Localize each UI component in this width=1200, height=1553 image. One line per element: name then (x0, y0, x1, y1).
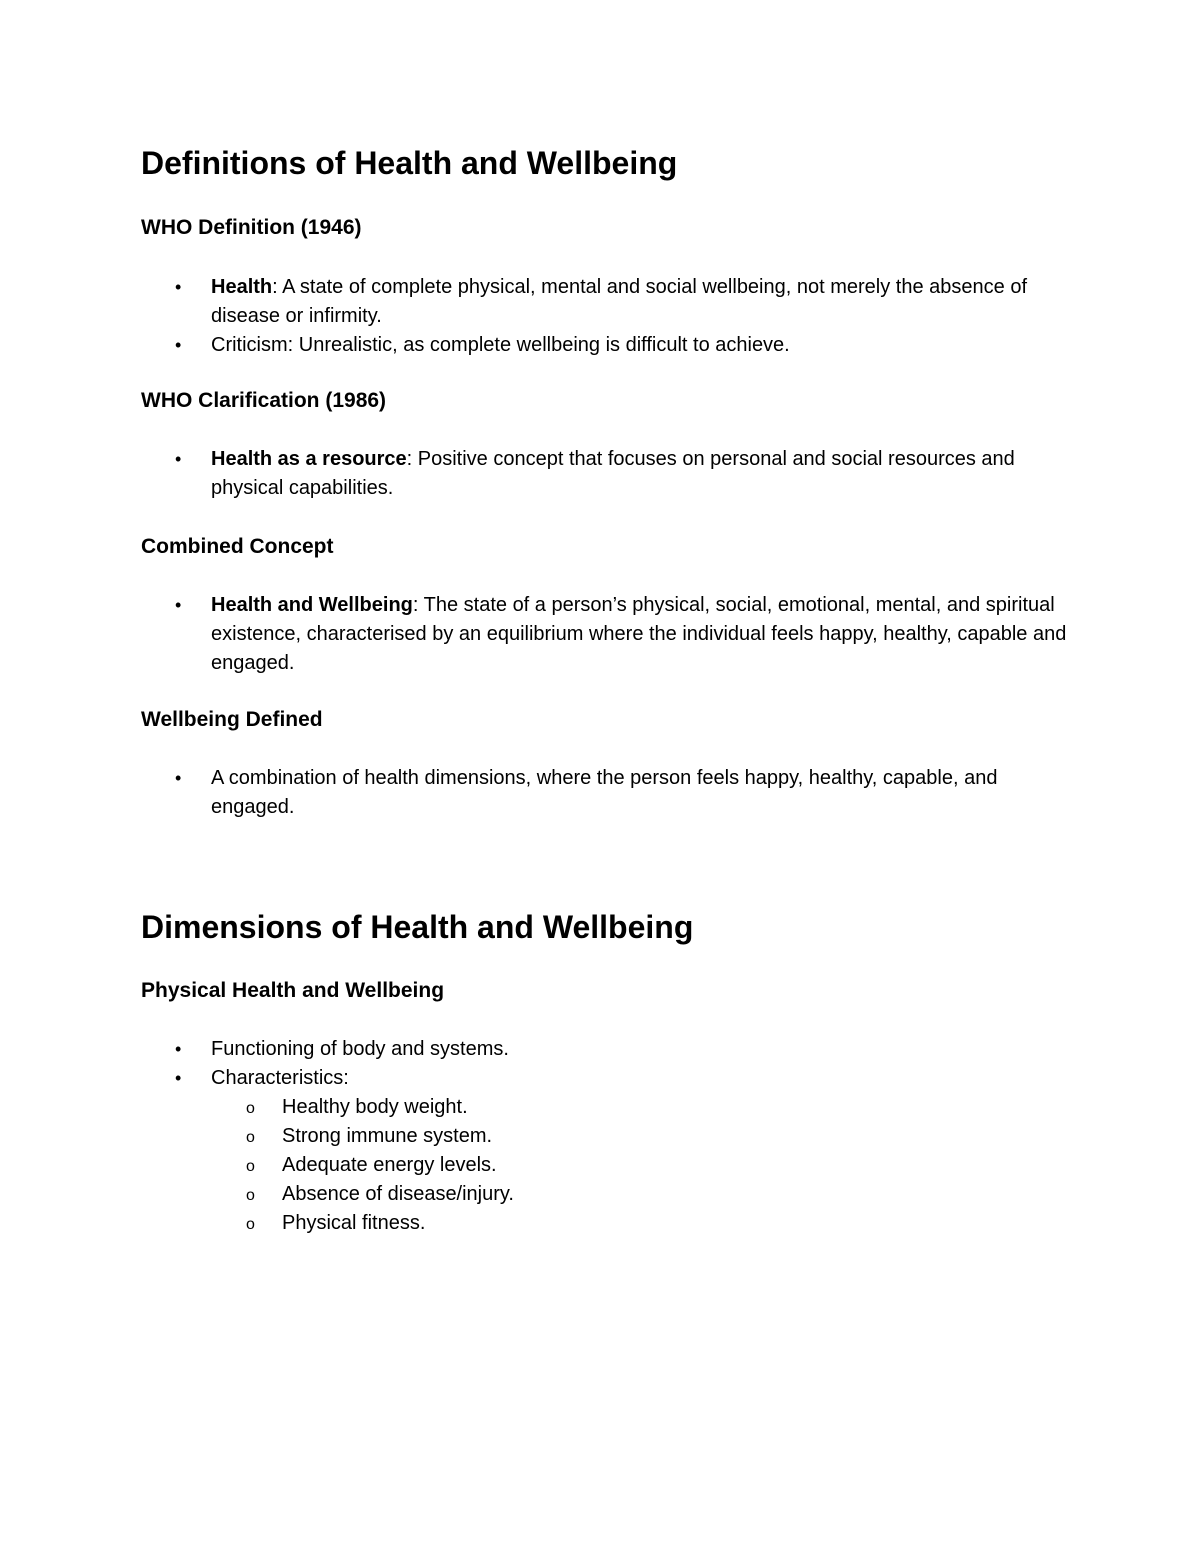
item-text: Functioning of body and systems. (211, 1038, 509, 1060)
sub-item-text: Adequate energy levels. (282, 1154, 497, 1176)
sub-list-item (141, 1180, 1081, 1209)
sub-item-text: Healthy body weight. (282, 1096, 468, 1118)
bullet-icon: • (175, 277, 182, 297)
sub-item-text: Absence of disease/injury. (282, 1183, 514, 1205)
bullet-icon: • (175, 768, 182, 788)
sub-list-item (141, 1209, 1081, 1238)
subheading-combined-concept: Combined Concept (141, 535, 334, 558)
subheading-who-clarification: WHO Clarification (1986) (141, 389, 387, 412)
subheading-who-definition: WHO Definition (1946) (141, 216, 362, 239)
item-text: : The state of a person’s physical, social, emotional, mental, and spiritual existence, characterised by an equilibrium where the individual feels happy, healthy, capable and engaged. (211, 594, 1067, 674)
bullet-icon: • (175, 595, 182, 615)
wellbeing-defined-list (141, 764, 1081, 822)
who-definition-list (141, 273, 1081, 360)
list-item (141, 331, 1081, 360)
list-item (141, 591, 1081, 678)
item-text: Criticism: Unrealistic, as complete wellbeing is difficult to achieve. (211, 334, 790, 356)
item-text: A combination of health dimensions, where the person feels happy, healthy, capable, and engaged. (211, 767, 998, 818)
item-text: : A state of complete physical, mental and social wellbeing, not merely the absence of disease or infirmity. (211, 276, 1027, 327)
sub-list-item (141, 1122, 1081, 1151)
term-label: Health and Wellbeing (211, 594, 413, 616)
circle-bullet-icon: o (246, 1158, 255, 1175)
bullet-icon: • (175, 1068, 182, 1088)
sub-list-item (141, 1093, 1081, 1122)
combined-concept-list (141, 591, 1081, 678)
term-label: Health as a resource (211, 448, 407, 470)
item-text: Characteristics: (211, 1067, 349, 1089)
item-text: : Positive concept that focuses on personal and social resources and physical capabilities. (211, 448, 1015, 499)
circle-bullet-icon: o (246, 1129, 255, 1146)
characteristics-list (141, 1093, 1081, 1238)
bullet-icon: • (175, 449, 182, 469)
subheading-physical-health: Physical Health and Wellbeing (141, 979, 445, 1002)
sub-list-item (141, 1151, 1081, 1180)
section-title-dimensions: Dimensions of Health and Wellbeing (141, 909, 694, 945)
section-title-definitions: Definitions of Health and Wellbeing (141, 145, 678, 181)
sub-item-text: Strong immune system. (282, 1125, 493, 1147)
list-item (141, 273, 1081, 331)
circle-bullet-icon: o (246, 1187, 255, 1204)
list-item (141, 445, 1081, 503)
sub-item-text: Physical fitness. (282, 1212, 426, 1234)
list-item (141, 1035, 1081, 1064)
circle-bullet-icon: o (246, 1216, 255, 1233)
bullet-icon: • (175, 1039, 182, 1059)
bullet-icon: • (175, 335, 182, 355)
who-clarification-list (141, 445, 1081, 503)
subheading-wellbeing-defined: Wellbeing Defined (141, 708, 323, 731)
list-item (141, 1064, 1081, 1093)
term-label: Health (211, 276, 273, 298)
circle-bullet-icon: o (246, 1100, 255, 1117)
physical-health-list (141, 1035, 1081, 1093)
list-item (141, 764, 1081, 822)
